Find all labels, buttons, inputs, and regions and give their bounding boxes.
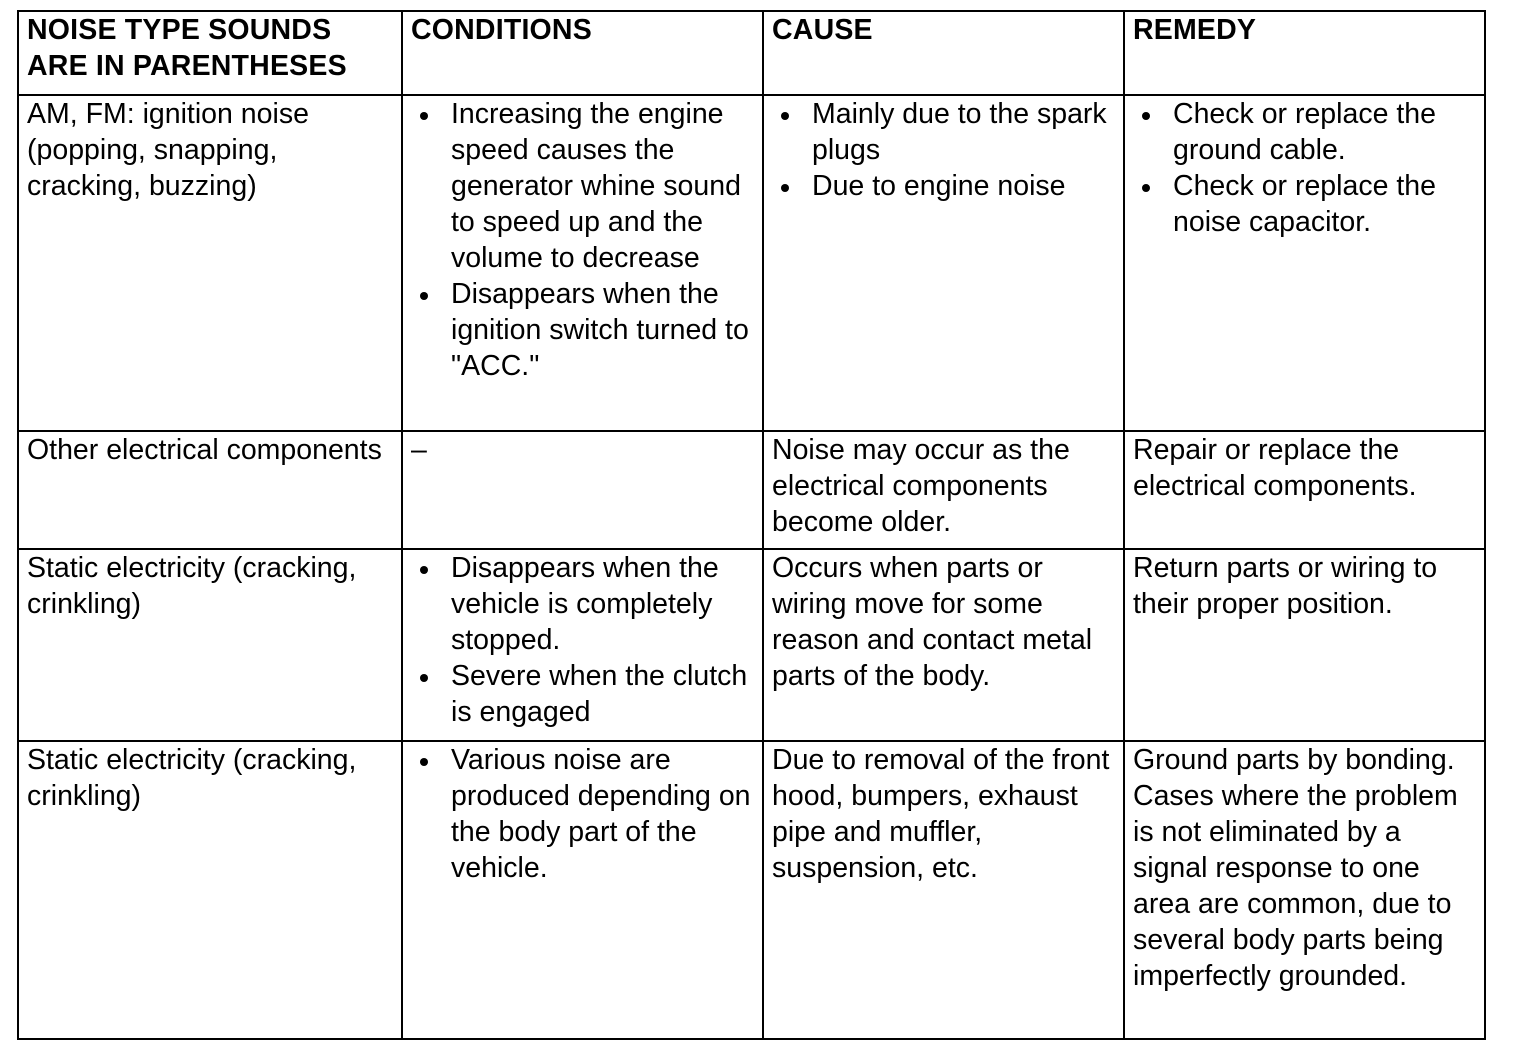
table-header-row bbox=[18, 11, 1485, 95]
cell-conditions bbox=[402, 95, 763, 431]
remedy-text: Return parts or wiring to their proper position. bbox=[1133, 552, 1438, 620]
cell-noise-type bbox=[18, 741, 402, 1039]
header-noise-type bbox=[18, 11, 402, 95]
conditions-list bbox=[411, 742, 754, 886]
remedy-text: Ground parts by bonding. Cases where the problem is not eliminated by a signal response to one area are common, due to several body parts being imperfectly grounded. bbox=[1133, 744, 1458, 992]
table-row bbox=[18, 741, 1485, 1039]
table-row bbox=[18, 95, 1485, 431]
cause-text: Due to removal of the front hood, bumpers, exhaust pipe and muffler, suspension, etc. bbox=[772, 744, 1110, 884]
cell-noise-type bbox=[18, 431, 402, 549]
cell-cause bbox=[763, 741, 1124, 1039]
header-noise-type-line2: ARE IN PARENTHESES bbox=[27, 50, 347, 82]
noise-type-text: Other electrical components bbox=[27, 434, 382, 466]
header-remedy: REMEDY bbox=[1124, 11, 1485, 95]
cell-remedy bbox=[1124, 741, 1485, 1039]
conditions-list bbox=[411, 96, 754, 384]
cell-cause bbox=[763, 549, 1124, 741]
cell-remedy bbox=[1124, 431, 1485, 549]
cell-noise-type bbox=[18, 549, 402, 741]
cell-conditions bbox=[402, 431, 763, 549]
remedy-list bbox=[1133, 96, 1476, 240]
cell-remedy bbox=[1124, 549, 1485, 741]
list-item: Disappears when the vehicle is completely stopped. bbox=[411, 550, 754, 658]
noise-troubleshooting-table bbox=[17, 10, 1486, 1040]
cell-cause bbox=[763, 431, 1124, 549]
table-row bbox=[18, 431, 1485, 549]
cell-conditions bbox=[402, 741, 763, 1039]
list-item: Due to engine noise bbox=[772, 168, 1115, 204]
list-item: Disappears when the ignition switch turned to "ACC." bbox=[411, 276, 754, 384]
noise-type-text: Static electricity (cracking, crinkling) bbox=[27, 744, 357, 812]
conditions-text: – bbox=[411, 434, 427, 466]
conditions-list bbox=[411, 550, 754, 730]
noise-type-text: Static electricity (cracking, crinkling) bbox=[27, 552, 357, 620]
header-noise-type-line1: NOISE TYPE SOUNDS bbox=[27, 14, 332, 46]
cell-noise-type bbox=[18, 95, 402, 431]
cause-list bbox=[772, 96, 1115, 204]
table-row bbox=[18, 549, 1485, 741]
list-item: Check or replace the ground cable. bbox=[1133, 96, 1476, 168]
cell-cause bbox=[763, 95, 1124, 431]
noise-type-text: AM, FM: ignition noise (popping, snapping, cracking, buzzing) bbox=[27, 98, 309, 202]
list-item: Increasing the engine speed causes the generator whine sound to speed up and the volume to decrease bbox=[411, 96, 754, 276]
list-item: Mainly due to the spark plugs bbox=[772, 96, 1115, 168]
remedy-text: Repair or replace the electrical components. bbox=[1133, 434, 1417, 502]
header-conditions: CONDITIONS bbox=[402, 11, 763, 95]
header-cause: CAUSE bbox=[763, 11, 1124, 95]
list-item: Check or replace the noise capacitor. bbox=[1133, 168, 1476, 240]
cell-conditions bbox=[402, 549, 763, 741]
cause-text: Occurs when parts or wiring move for some reason and contact metal parts of the body. bbox=[772, 552, 1093, 692]
cell-remedy bbox=[1124, 95, 1485, 431]
list-item: Severe when the clutch is engaged bbox=[411, 658, 754, 730]
list-item: Various noise are produced depending on the body part of the vehicle. bbox=[411, 742, 754, 886]
cause-text: Noise may occur as the electrical components become older. bbox=[772, 434, 1070, 538]
